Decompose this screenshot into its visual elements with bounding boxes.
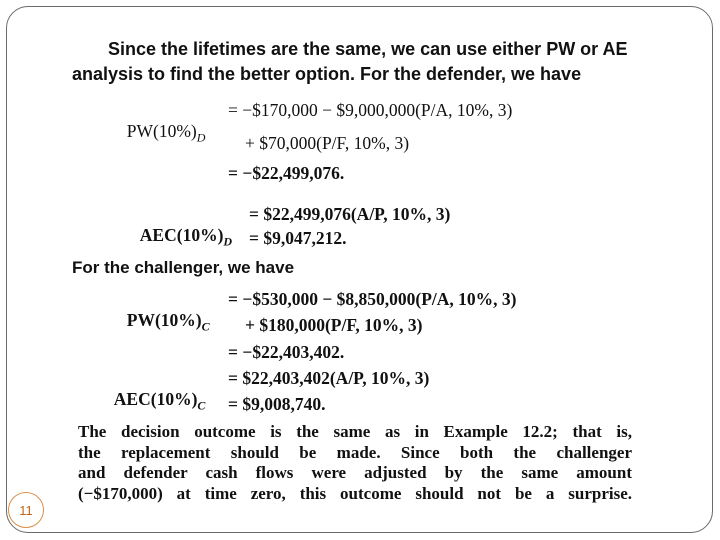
conclusion-line-3: and defender cash flows were adjusted by the same amount [78,463,632,482]
challenger-aec-lhs: AEC(10%) [113,389,198,409]
intro-paragraph [72,37,672,87]
conclusion-line-4: (−$170,000) at time zero, this outcome should not be a surprise. [78,483,632,503]
challenger-pw-subscript: C [201,319,210,334]
defender-pw-line-2: + $70,000(P/F, 10%, 3) [245,133,410,153]
challenger-aec-line-1: = $22,403,402(A/P, 10%, 3) [228,368,430,388]
challenger-aec-subscript: C [197,398,206,413]
defender-pw-line-1: = −$170,000 − $9,000,000(P/A, 10%, 3) [228,100,513,120]
defender-aec-line-1: = $22,499,076(A/P, 10%, 3) [249,204,451,224]
conclusion-paragraph [78,422,632,504]
page-number: 11 [19,502,33,518]
defender-aec-label [132,204,232,250]
defender-aec-line-2: = $9,047,212. [249,228,347,248]
challenger-aec-label [106,368,205,414]
intro-line-1: Since the lifetimes are the same, we can use either PW or AE [108,39,628,59]
defender-pw-label [118,100,205,146]
conclusion-line-2: the replacement should be made. Since both the challenger [78,442,632,462]
challenger-pw-line-2: + $180,000(P/F, 10%, 3) [245,315,423,335]
challenger-intro: For the challenger, we have [72,258,295,277]
page-number-badge [8,492,44,528]
challenger-pw-lhs: PW(10%) [126,310,202,330]
challenger-pw-label [118,289,210,335]
defender-pw-subscript: D [196,130,206,145]
defender-pw-line-3: = −$22,499,076. [228,163,345,183]
challenger-pw-line-3: = −$22,403,402. [228,342,345,362]
challenger-aec-line-2: = $9,008,740. [228,394,326,414]
conclusion-line-1: The decision outcome is the same as in Example 12.2; that is, [78,422,632,441]
defender-aec-subscript: D [223,234,233,249]
intro-line-2: analysis to find the better option. For the defender, we have [72,64,582,84]
challenger-pw-line-1: = −$530,000 − $8,850,000(P/A, 10%, 3) [228,289,517,309]
defender-aec-lhs: AEC(10%) [139,225,224,245]
defender-pw-lhs: PW(10%) [126,121,197,141]
